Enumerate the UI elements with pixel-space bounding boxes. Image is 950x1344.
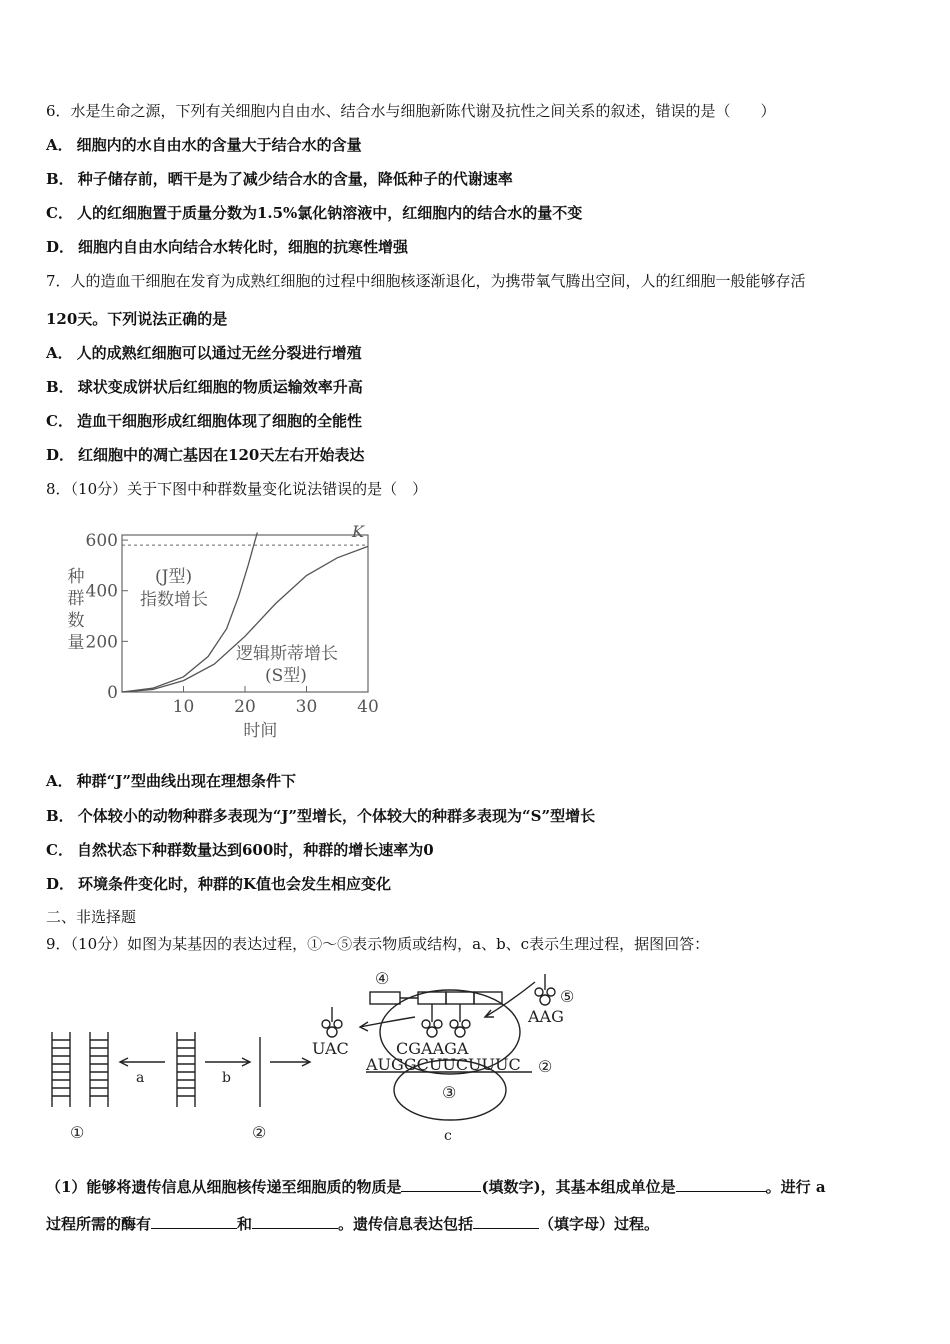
option-text: 细胞内的水自由水的含量大于结合水的含量 xyxy=(76,136,362,154)
label-a: a xyxy=(136,1070,145,1086)
text: （填字母）过程。 xyxy=(539,1215,660,1233)
option-label: B． xyxy=(46,807,74,825)
anticodons-mid: CGAAGA xyxy=(396,1039,469,1058)
population-chart xyxy=(60,525,390,745)
trna-leaving xyxy=(322,1007,342,1037)
s-curve-label: 逻辑斯蒂增长 xyxy=(236,644,338,664)
option-label: B． xyxy=(46,170,74,188)
option-label: C． xyxy=(46,412,73,430)
answer-blank[interactable] xyxy=(252,1213,338,1229)
q7-option-a xyxy=(46,343,362,363)
q8-option-b xyxy=(46,806,595,826)
option-label: D． xyxy=(46,446,75,464)
trna-5 xyxy=(535,974,555,1005)
option-label: A． xyxy=(46,136,73,154)
x-tick-label: 10 xyxy=(172,697,195,717)
label-circle-4: ④ xyxy=(375,969,390,988)
text: 。遗传信息表达包括 xyxy=(338,1215,474,1233)
q8-option-a xyxy=(46,771,296,791)
y-axis-label-char: 种 xyxy=(67,567,85,587)
j-curve xyxy=(122,533,257,693)
x-axis-label: 时间 xyxy=(243,721,278,741)
text: （1）能够将遗传信息从细胞核传递至细胞质的物质是 xyxy=(46,1178,402,1196)
x-tick-label: 40 xyxy=(357,697,379,717)
dna-double-strand-2 xyxy=(177,1032,195,1107)
q6-option-b xyxy=(46,169,513,189)
anticodon-right: AAG xyxy=(528,1007,564,1026)
q7-option-d xyxy=(46,445,364,465)
y-axis-label-char: 数 xyxy=(67,611,85,631)
q6-option-d xyxy=(46,237,408,257)
y-tick-label: 200 xyxy=(85,632,118,653)
q9-sub1-line2 xyxy=(46,1213,659,1234)
option-label: D． xyxy=(46,875,75,893)
s-curve-label: (S型) xyxy=(265,666,307,686)
q8-option-c xyxy=(46,840,434,860)
label-circle-5: ⑤ xyxy=(560,987,575,1006)
option-label: C． xyxy=(46,204,73,222)
option-text: 个体较小的动物种群多表现为“J”型增长，个体较大的种群多表现为“S”型增长 xyxy=(77,807,596,825)
y-axis-label-char: 群 xyxy=(67,589,85,609)
option-label: D． xyxy=(46,238,75,256)
label-b: b xyxy=(222,1070,231,1086)
q8-stem: 8．（10分）关于下图中种群数量变化说法错误的是（ ） xyxy=(46,480,428,498)
peptide-box-4 xyxy=(370,992,400,1004)
q7-stem-line1: 7．人的造血干细胞在发育为成熟红细胞的过程中细胞核逐渐退化，为携带氧气腾出空间，人的红细胞一般能够存活 xyxy=(46,272,806,290)
option-text: 红细胞中的凋亡基因在120天左右开始表达 xyxy=(78,446,365,464)
x-tick-label: 30 xyxy=(295,697,318,717)
label-circle-2b: ② xyxy=(538,1057,553,1076)
q6-stem: 6．水是生命之源，下列有关细胞内自由水、结合水与细胞新陈代谢及抗性之间关系的叙述，错误的是（ ） xyxy=(46,102,776,120)
label-c: c xyxy=(444,1128,452,1144)
option-label: B． xyxy=(46,378,74,396)
q9-sub1-line1 xyxy=(46,1176,826,1197)
k-label: K xyxy=(352,525,364,542)
j-curve-label: (J型) xyxy=(155,567,193,587)
option-text: 人的成熟红细胞可以通过无丝分裂进行增殖 xyxy=(76,344,362,362)
option-text: 造血干细胞形成红细胞体现了细胞的全能性 xyxy=(76,412,362,430)
option-text: 自然状态下种群数量达到600时，种群的增长速率为0 xyxy=(76,841,434,859)
option-label: A． xyxy=(46,772,73,790)
y-tick-label: 600 xyxy=(85,531,118,552)
option-text: 种子储存前，晒干是为了减少结合水的含量，降低种子的代谢速率 xyxy=(77,170,513,188)
peptide-box-2 xyxy=(446,992,474,1004)
x-tick-label: 20 xyxy=(234,697,256,717)
q9-stem: 9．（10分）如图为某基因的表达过程，①～⑤表示物质或结构，a、b、c表示生理过程，据图回答： xyxy=(46,935,710,953)
q6-option-c xyxy=(46,203,582,223)
y-tick-label: 0 xyxy=(107,683,118,703)
j-curve-label: 指数增长 xyxy=(140,590,208,610)
y-tick-label: 400 xyxy=(85,581,118,602)
text: 过程所需的酶有 xyxy=(46,1215,152,1233)
q7-stem-line2: 120天。下列说法正确的是 xyxy=(46,310,228,328)
answer-blank[interactable] xyxy=(676,1176,766,1192)
option-text: 环境条件变化时，种群的K值也会发生相应变化 xyxy=(78,875,392,893)
label-circle-1: ① xyxy=(70,1123,85,1142)
option-text: 细胞内自由水向结合水转化时，细胞的抗寒性增强 xyxy=(78,238,409,256)
mrna-sequence: AUGGCUUCUUUC xyxy=(366,1055,521,1074)
trna-exit-arrow xyxy=(360,1017,415,1027)
text: (填数字)，其基本组成单位是 xyxy=(481,1178,676,1196)
option-text: 球状变成饼状后红细胞的物质运输效率升高 xyxy=(77,378,363,396)
anticodon-left: UAC xyxy=(312,1039,349,1058)
gene-expression-diagram xyxy=(40,962,600,1152)
dna-double-strand-1 xyxy=(52,1032,108,1107)
option-label: A． xyxy=(46,344,73,362)
q7-option-c xyxy=(46,411,362,431)
y-axis-label-char: 量 xyxy=(67,633,85,653)
plot-frame xyxy=(122,535,368,692)
label-circle-2: ② xyxy=(252,1123,267,1142)
text: 和 xyxy=(237,1215,253,1233)
answer-blank[interactable] xyxy=(151,1213,237,1229)
answer-blank[interactable] xyxy=(401,1176,481,1192)
label-circle-3: ③ xyxy=(442,1083,457,1102)
q6-option-a xyxy=(46,135,362,155)
answer-blank[interactable] xyxy=(473,1213,539,1229)
q7-option-b xyxy=(46,377,363,397)
option-text: 人的红细胞置于质量分数为1.5%氯化钠溶液中，红细胞内的结合水的量不变 xyxy=(76,204,583,222)
trna-in-ribosome xyxy=(422,1004,470,1037)
text: 。进行 a xyxy=(765,1178,826,1196)
section-title: 二、非选择题 xyxy=(46,908,137,926)
option-label: C． xyxy=(46,841,73,859)
option-text: 种群“J”型曲线出现在理想条件下 xyxy=(76,772,296,790)
q8-option-d xyxy=(46,874,391,894)
